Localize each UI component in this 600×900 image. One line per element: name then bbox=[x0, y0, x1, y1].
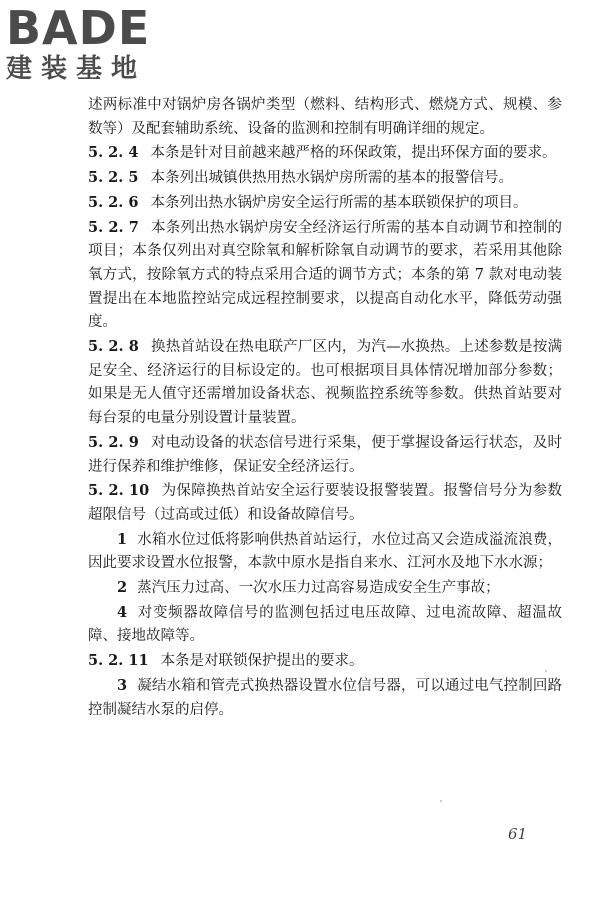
paragraph-text: 本条是针对目前越来越严格的环保政策，提出环保方面的要求。 bbox=[150, 145, 557, 162]
paragraph bbox=[88, 431, 562, 479]
item-number: 2 bbox=[117, 579, 128, 597]
item-text: 蒸汽压力过高、一次水压力过高容易造成安全生产事故； bbox=[137, 580, 500, 597]
logo-wordmark: BADE bbox=[6, 1, 151, 55]
paragraph-text: 本条列出热水锅炉房安全经济运行所需的基本自动调节和控制的项目；本条仅列出对真空除氧和解析除氧自动调节的要求，若采用其他除氧方式，按除氧方式的特点采用合适的调节方式；本条的第 7 款对电动装置提出在本地监控站完成远程控制要求，以提高自动化水平，降低劳动强度。 bbox=[88, 219, 563, 331]
paragraph-text: 本条列出热水锅炉房安全运行所需的基本联锁保护的项目。 bbox=[150, 194, 528, 211]
logo-subtitle: 建装基地 bbox=[6, 54, 147, 84]
document-body bbox=[88, 94, 562, 722]
paragraph-text: 述两标准中对锅炉房各锅炉类型（燃料、结构形式、燃烧方式、规模、参数等）及配套辅助系统、设备的监测和控制有明确详细的规定。 bbox=[88, 97, 562, 137]
clause-number: 5. 2. 6 bbox=[88, 193, 139, 211]
paragraph bbox=[88, 479, 562, 527]
clause-number: 5. 2. 11 bbox=[88, 652, 149, 670]
paragraph-text: 对电动设备的状态信号进行采集，便于掌握设备运行状态，及时进行保养和维护维修，保证安全经济运行。 bbox=[88, 434, 563, 475]
list-item bbox=[88, 601, 562, 649]
paragraph-text: 本条是对联锁保护提出的要求。 bbox=[160, 653, 364, 670]
paragraph-text: 换热首站设在热电联产厂区内，为汽—水换热。上述参数是按满足安全、经济运行的目标设定的。也可根据项目具体情况增加部分参数；如果是无人值守还需增加设备状态、视频监控系统等参数。供热首站要对每台泵的电量分别设置计量装置。 bbox=[88, 339, 563, 427]
scan-speck bbox=[545, 670, 547, 672]
list-item bbox=[88, 576, 562, 601]
paragraph bbox=[88, 166, 562, 191]
list-item bbox=[88, 528, 562, 576]
item-text: 对变频器故障信号的监测包括过电压故障、过电流故障、超温故障、接地故障等。 bbox=[88, 604, 562, 645]
clause-number: 5. 2. 4 bbox=[88, 144, 139, 162]
clause-number: 5. 2. 7 bbox=[88, 218, 139, 236]
item-number: 1 bbox=[117, 530, 128, 548]
list-item bbox=[88, 674, 562, 722]
paragraph bbox=[88, 335, 562, 431]
paragraph-text: 本条列出城镇供热用热水锅炉房所需的基本的报警信号。 bbox=[150, 170, 513, 187]
paragraph bbox=[88, 94, 562, 141]
bade-logo bbox=[6, 1, 176, 88]
scan-speck bbox=[440, 800, 442, 802]
paragraph bbox=[88, 216, 562, 336]
item-text: 水箱水位过低将影响供热首站运行，水位过高又会造成溢流浪费，因此要求设置水位报警，本款中原水是指自来水、江河水及地下水水源； bbox=[88, 531, 562, 572]
page-number: 61 bbox=[508, 825, 528, 843]
clause-number: 5. 2. 9 bbox=[88, 433, 139, 451]
item-number: 4 bbox=[117, 603, 128, 621]
paragraph bbox=[88, 191, 562, 216]
paragraph bbox=[88, 141, 562, 166]
item-number: 3 bbox=[117, 676, 128, 694]
clause-number: 5. 2. 8 bbox=[88, 338, 139, 356]
clause-number: 5. 2. 5 bbox=[88, 169, 139, 187]
clause-number: 5. 2. 10 bbox=[88, 482, 150, 500]
paragraph-text: 为保障换热首站安全运行要装设报警装置。报警信号分为参数超限信号（过高或过低）和设备故障信号。 bbox=[88, 483, 562, 523]
paragraph bbox=[88, 649, 562, 674]
scan-speck bbox=[482, 578, 484, 580]
item-text: 凝结水箱和管壳式换热器设置水位信号器，可以通过电气控制回路控制凝结水泵的启停。 bbox=[88, 677, 562, 718]
